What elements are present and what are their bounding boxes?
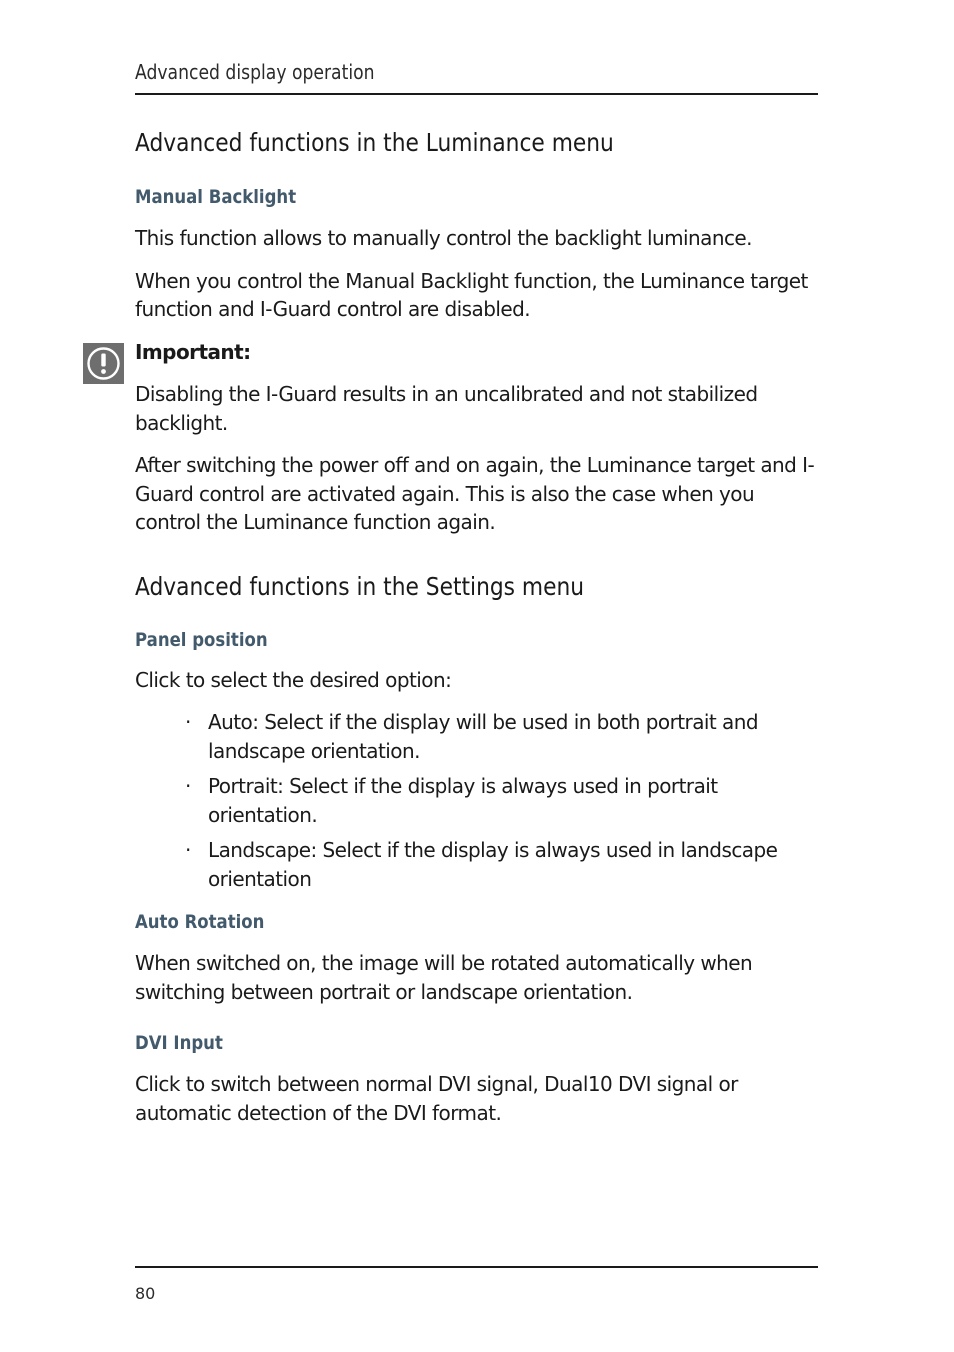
list-item-text: Landscape: Select if the display is always used in landscape orientation (208, 838, 778, 891)
paragraph: When switched on, the image will be rotated automatically when switching between portrait or landscape orientation. (135, 951, 753, 1004)
page-number: 80 (135, 1284, 156, 1303)
paragraph: Click to select the desired option: (135, 667, 452, 692)
list-item-text: Auto: Select if the display will be used in both portrait and landscape orientation. (208, 710, 758, 763)
section-title-luminance: Advanced functions in the Luminance menu (135, 128, 614, 157)
exclamation-icon (83, 343, 124, 384)
paragraph: After switching the power off and on again, the Luminance target and I-Guard control are activated again. This is also the case when you control the Luminance function again. (135, 453, 815, 534)
header-rule (135, 93, 818, 95)
list-item-text: Portrait: Select if the display is always used in portrait orientation. (208, 774, 718, 827)
list-item (185, 708, 818, 765)
subhead-panel-position: Panel position (135, 628, 268, 651)
page-content (135, 120, 818, 1127)
subhead-manual-backlight: Manual Backlight (135, 186, 297, 208)
panel-position-options (135, 708, 818, 893)
paragraph: Click to switch between normal DVI signal, Dual10 DVI signal or automatic detection of the DVI format. (135, 1072, 738, 1125)
footer-rule (135, 1266, 818, 1268)
subhead-dvi-input: DVI Input (135, 1032, 223, 1054)
bullet: · (185, 838, 191, 862)
list-item (185, 772, 818, 829)
paragraph: Disabling the I-Guard results in an uncalibrated and not stabilized backlight. (135, 382, 758, 435)
running-header: Advanced display operation (135, 60, 375, 84)
paragraph: When you control the Manual Backlight function, the Luminance target function and I-Guard control are disabled. (135, 268, 808, 321)
paragraph: This function allows to manually control the backlight luminance. (135, 226, 752, 250)
bullet: · (185, 774, 191, 798)
list-item (185, 836, 818, 893)
subhead-auto-rotation: Auto Rotation (135, 911, 265, 933)
bullet: · (185, 710, 191, 734)
important-label: Important: (135, 339, 251, 364)
section-title-settings: Advanced functions in the Settings menu (135, 571, 585, 601)
